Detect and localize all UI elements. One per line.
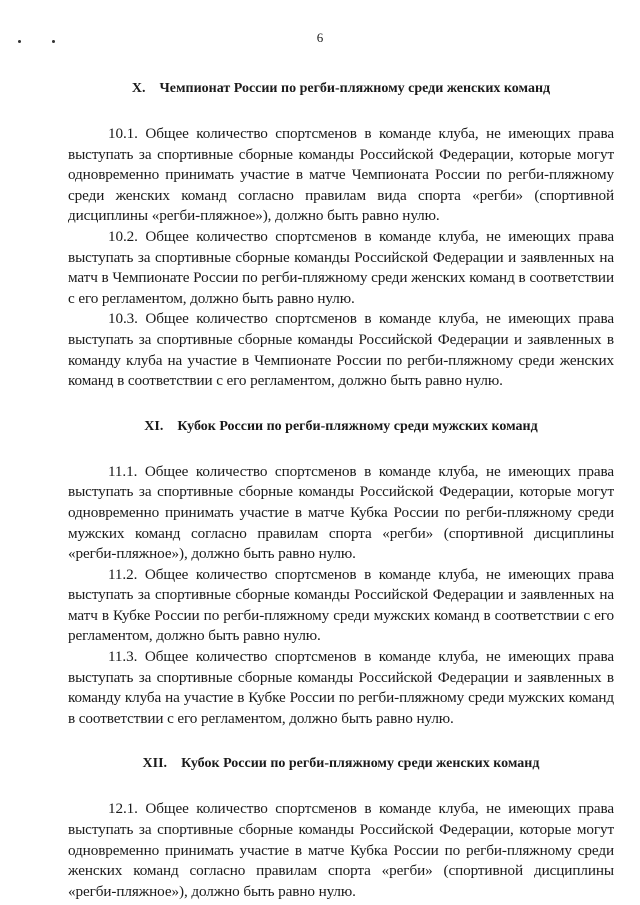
section-title: Кубок России по регби-пляжному среди мужских команд xyxy=(177,418,538,434)
document-body xyxy=(68,80,614,902)
section-heading xyxy=(68,755,614,773)
section-heading xyxy=(68,80,614,98)
paragraph-10-1: 10.1. Общее количество спортсменов в команде клуба, не имеющих права выступать за спортивные сборные команды Российской Федерации, которые могут одновременно принимать участие в матче Чемпионата России по регби-пляжному среди женских команд согласно правилам вида спорта «регби» (спортивной дисциплины «регби-пляжное»), должно быть равно нулю. xyxy=(68,125,614,225)
section-x xyxy=(68,80,614,392)
paragraph-10-2: 10.2. Общее количество спортсменов в команде клуба, не имеющих права выступать за спортивные сборные команды Российской Федерации и заявленных на матч в Чемпионате России по регби-пляжному среди женских команд в соответствии с его регламентом, должно быть равно нулю. xyxy=(68,227,614,307)
paragraph-11-3: 11.3. Общее количество спортсменов в команде клуба, не имеющих права выступать за спортивные сборные команды Российской Федерации и заявленных в команду клуба на участие в Кубке России по регби-пляжному среди мужских команд в соответствии с его регламентом, должно быть равно нулю. xyxy=(68,648,614,727)
paragraph-12-1: 12.1. Общее количество спортсменов в команде клуба, не имеющих права выступать за спортивные сборные команды Российской Федерации, которые могут одновременно принимать участие в матче Кубка России по регби-пляжному среди женских команд согласно правилам спорта «регби» (спортивной дисциплины «регби-пляжное»), должно быть равно нулю. xyxy=(68,800,614,900)
section-numeral: XI. xyxy=(144,418,164,434)
page-number: 6 xyxy=(316,30,324,45)
paragraph-10-3: 10.3. Общее количество спортсменов в команде клуба, не имеющих права выступать за спортивные сборные команды Российской Федерации и заявленных в команду клуба на участие в Чемпионате России по регби-пляжному среди женских команд в соответствии с его регламентом, должно быть равно нулю. xyxy=(68,310,614,390)
section-title: Кубок России по регби-пляжному среди женских команд xyxy=(181,756,540,772)
section-title: Чемпионат России по регби-пляжному среди женских команд xyxy=(159,81,551,96)
paragraph-11-2: 11.2. Общее количество спортсменов в команде клуба, не имеющих права выступать за спортивные сборные команды Российской Федерации и заявленных на матч в Кубке России по регби-пляжному среди мужских команд в соответствии с его регламентом, должно быть равно нулю. xyxy=(68,565,614,645)
section-numeral: X. xyxy=(131,81,146,96)
paragraph-11-1: 11.1. Общее количество спортсменов в команде клуба, не имеющих права выступать за спортивные сборные команды Российской Федерации, которые могут одновременно принимать участие в матче Кубка России по регби-пляжному среди мужских команд согласно правилам спорта «регби» (спортивной дисциплины «регби-пляжное»), должно быть равно нулю. xyxy=(68,462,614,563)
section-xi xyxy=(68,418,614,730)
section-numeral: XII. xyxy=(142,756,168,772)
section-heading xyxy=(68,418,614,436)
section-xii xyxy=(68,755,614,902)
